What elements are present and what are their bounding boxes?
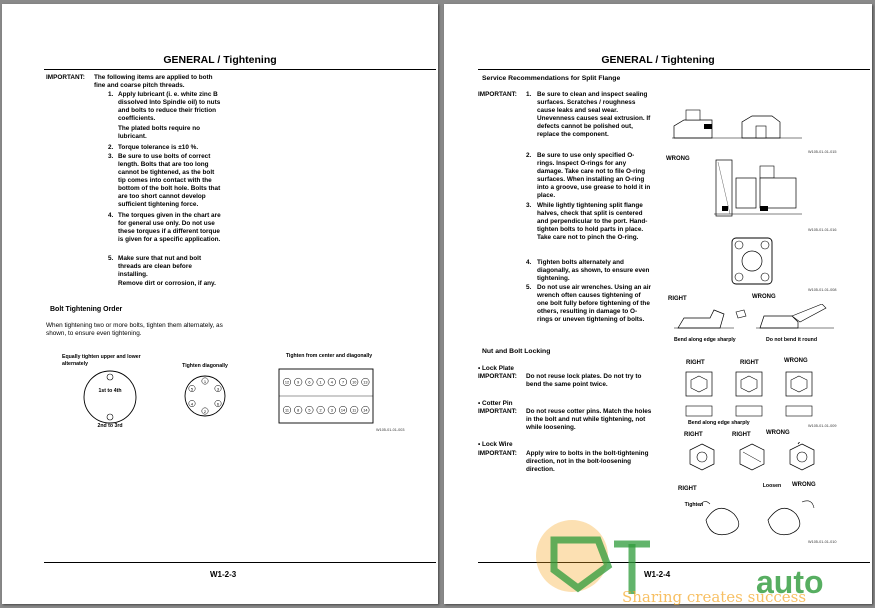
fig1-caption: Equally tighten upper and lower alternately xyxy=(62,354,141,367)
list-item: Tighten bolts alternately and diagonally, as shown, to ensure even tightening. xyxy=(537,259,650,282)
fig1-bottom-label: 2nd to 3rd xyxy=(97,423,123,429)
important-label: IMPORTANT: xyxy=(478,450,517,457)
item-number: 2. xyxy=(526,152,532,159)
list-item: Make sure that nut and bolt threads are clean before installing. xyxy=(118,255,202,278)
item-number: 3. xyxy=(108,153,114,160)
right-label: RIGHT xyxy=(740,360,759,366)
bolt-number: 1 xyxy=(319,380,322,385)
bolt-number: 5 xyxy=(190,386,194,392)
right-page xyxy=(444,4,872,604)
do-not-bend-caption: Do not bend it round xyxy=(766,337,817,343)
list-item: Be sure to clean and inspect sealing surfaces. Scratches / roughness cause leaks and seal wear. Unevenness causes seal extrusion. If defects cannot be polished out, replace the component. xyxy=(537,91,651,138)
list-item: Be sure to use bolts of correct length. Bolts that are too long cannot be tightened, as the bolt tip comes into contact with the bottom of the bolt hole. Bolts that are too short cannot develop sufficient tightening force. xyxy=(118,153,221,208)
lock-wire-illustration xyxy=(698,494,818,540)
tighten-label: Tighten xyxy=(684,502,704,508)
list-item: The plated bolts require no lubricant. xyxy=(118,125,201,140)
important-label: IMPORTANT: xyxy=(478,373,517,380)
page-header: GENERAL / Tightening xyxy=(163,54,277,66)
flange-inspection-illustration xyxy=(672,104,802,144)
bolt-number: 12 xyxy=(284,380,290,385)
header-rule xyxy=(478,69,870,70)
four-bolt-flange-diagram xyxy=(82,369,138,425)
cotter-pin-text: Do not reuse cotter pins. Match the holes in the bolt and nut while tightening, not while loosening. xyxy=(526,408,652,431)
bolt-number: 4 xyxy=(190,401,194,407)
bolt-number: 4 xyxy=(330,380,333,385)
fig3-caption: Tighten from center and diagonally xyxy=(285,353,373,359)
wrong-label: WRONG xyxy=(752,294,776,300)
figure-code: W105-01-01-008 xyxy=(808,288,837,292)
footer-rule xyxy=(44,562,436,563)
bend-sharply-caption: Bend along edge sharply xyxy=(688,420,750,426)
section-title: Bolt Tightening Order xyxy=(50,306,123,313)
figure-code: W105-01-01-015 xyxy=(808,150,837,154)
list-item: The torques given in the chart are for general use only. Do not use these torques if a different torque is given for a specific application. xyxy=(118,212,221,243)
figure-code: W105-01-01-009 xyxy=(808,424,837,428)
item-number: 4. xyxy=(108,212,114,219)
right-label: RIGHT xyxy=(686,360,705,366)
bend-sharply-caption: Bend along edge sharply xyxy=(674,337,736,343)
fig2-caption: Tighten diagonally xyxy=(182,363,228,369)
bolt-number: 8 xyxy=(297,408,300,413)
fig1-top-label: 1st to 4th xyxy=(98,388,122,394)
header-rule xyxy=(44,69,436,70)
bolt-number: 13 xyxy=(363,380,368,385)
list-item: Apply lubricant (i. e. white zinc B dissolved Into Spindle oil) to nuts and bolts to reduce their friction coefficients. xyxy=(118,91,221,122)
bolt-number: 14 xyxy=(340,408,346,413)
cotter-pin-title: • Cotter Pin xyxy=(478,400,513,407)
figure-code: W105-01-01-003 xyxy=(376,428,405,432)
right-label: RIGHT xyxy=(678,486,697,492)
list-item: Be sure to use only specified O-rings. Inspect O-rings for any damage. Take care not to file O-ring surfaces. When installing an O-ring into a groove, use grease to hold it in place. xyxy=(537,152,651,199)
cotter-pin-illustration xyxy=(688,442,818,474)
loosen-label: Loosen xyxy=(762,483,782,489)
bolt-number: 3 xyxy=(330,408,333,413)
section-title: Service Recommendations for Split Flange xyxy=(482,75,621,82)
lock-plate-title: • Lock Plate xyxy=(478,365,514,372)
item-number: 3. xyxy=(526,202,532,209)
bolt-number: 9 xyxy=(297,380,300,385)
item-number: 2. xyxy=(108,144,114,151)
page-number: W1-2-3 xyxy=(210,570,237,579)
important-label: IMPORTANT: xyxy=(478,408,517,415)
item-number: 1. xyxy=(108,91,114,98)
bolt-number: 7 xyxy=(341,380,345,385)
list-item: Remove dirt or corrosion, if any. xyxy=(118,280,216,287)
watermark-tagline: Sharing creates success xyxy=(622,588,807,606)
lock-wire-title: • Lock Wire xyxy=(478,441,513,448)
bolt-number: 6 xyxy=(308,380,311,385)
bolt-number: 3 xyxy=(216,386,220,392)
bolt-row-diagram xyxy=(278,368,374,424)
item-number: 5. xyxy=(108,255,114,262)
figure-code: W105-01-01-016 xyxy=(808,228,837,232)
bolt-number: 10 xyxy=(352,380,357,385)
lock-plate-types-illustration xyxy=(684,370,814,422)
right-label: RIGHT xyxy=(684,432,703,438)
page-header: GENERAL / Tightening xyxy=(601,54,715,66)
important-intro: The following items are applied to both fine and coarse pitch threads. xyxy=(94,74,213,89)
right-label: RIGHT xyxy=(668,296,687,302)
page-number: W1-2-4 xyxy=(644,570,671,579)
wrong-label: WRONG xyxy=(666,156,690,162)
six-bolt-flange-diagram xyxy=(183,374,227,418)
section-title: Nut and Bolt Locking xyxy=(482,348,551,355)
section-text: When tightening two or more bolts, tighten them alternately, as shown, to ensure even tightening. xyxy=(46,322,223,337)
bolt-number: 14 xyxy=(363,408,368,413)
lock-wire-text: Apply wire to bolts in the bolt-tightening direction, not in the bolt-loosening direction. xyxy=(526,450,649,473)
bolt-number: 5 xyxy=(308,408,311,413)
oring-pinch-illustration xyxy=(714,156,802,220)
item-number: 5. xyxy=(526,284,532,291)
bolt-number: 11 xyxy=(352,408,357,413)
wrong-label: WRONG xyxy=(766,430,790,436)
list-item: Do not use air wrenches. Using an air wrench often causes tightening of one bolt fully before tightening of the others, resulting in damage to O-rings or uneven tightening of bolts. xyxy=(537,284,651,323)
figure-code: W105-01-01-010 xyxy=(808,540,837,544)
bolt-number: 1 xyxy=(203,378,207,384)
list-item: Torque tolerance is ±10 %. xyxy=(118,144,199,151)
bolt-number: 2 xyxy=(319,408,322,413)
watermark-brand: auto xyxy=(756,564,824,600)
bolt-number: 11 xyxy=(285,408,289,413)
lock-plate-bending-illustration xyxy=(674,304,834,336)
left-page xyxy=(2,4,438,604)
wrong-label: WRONG xyxy=(784,358,808,364)
lock-plate-text: Do not reuse lock plates. Do not try to bend the same point twice. xyxy=(526,373,642,388)
item-number: 1. xyxy=(526,91,532,98)
bolt-number: 2 xyxy=(203,408,207,414)
split-flange-bolt-order-diagram xyxy=(730,236,774,286)
bolt-number: 6 xyxy=(216,401,220,407)
important-label: IMPORTANT: xyxy=(46,74,85,81)
item-number: 4. xyxy=(526,259,532,266)
wrong-label: WRONG xyxy=(792,482,816,488)
list-item: While lightly tightening split flange halves, check that split is centered and perpendicular to the port. Hand-tighten bolts to hold parts in place. Take care not to pinch the O-ring. xyxy=(537,202,648,241)
right-label: RIGHT xyxy=(732,432,751,438)
important-label: IMPORTANT: xyxy=(478,91,517,98)
